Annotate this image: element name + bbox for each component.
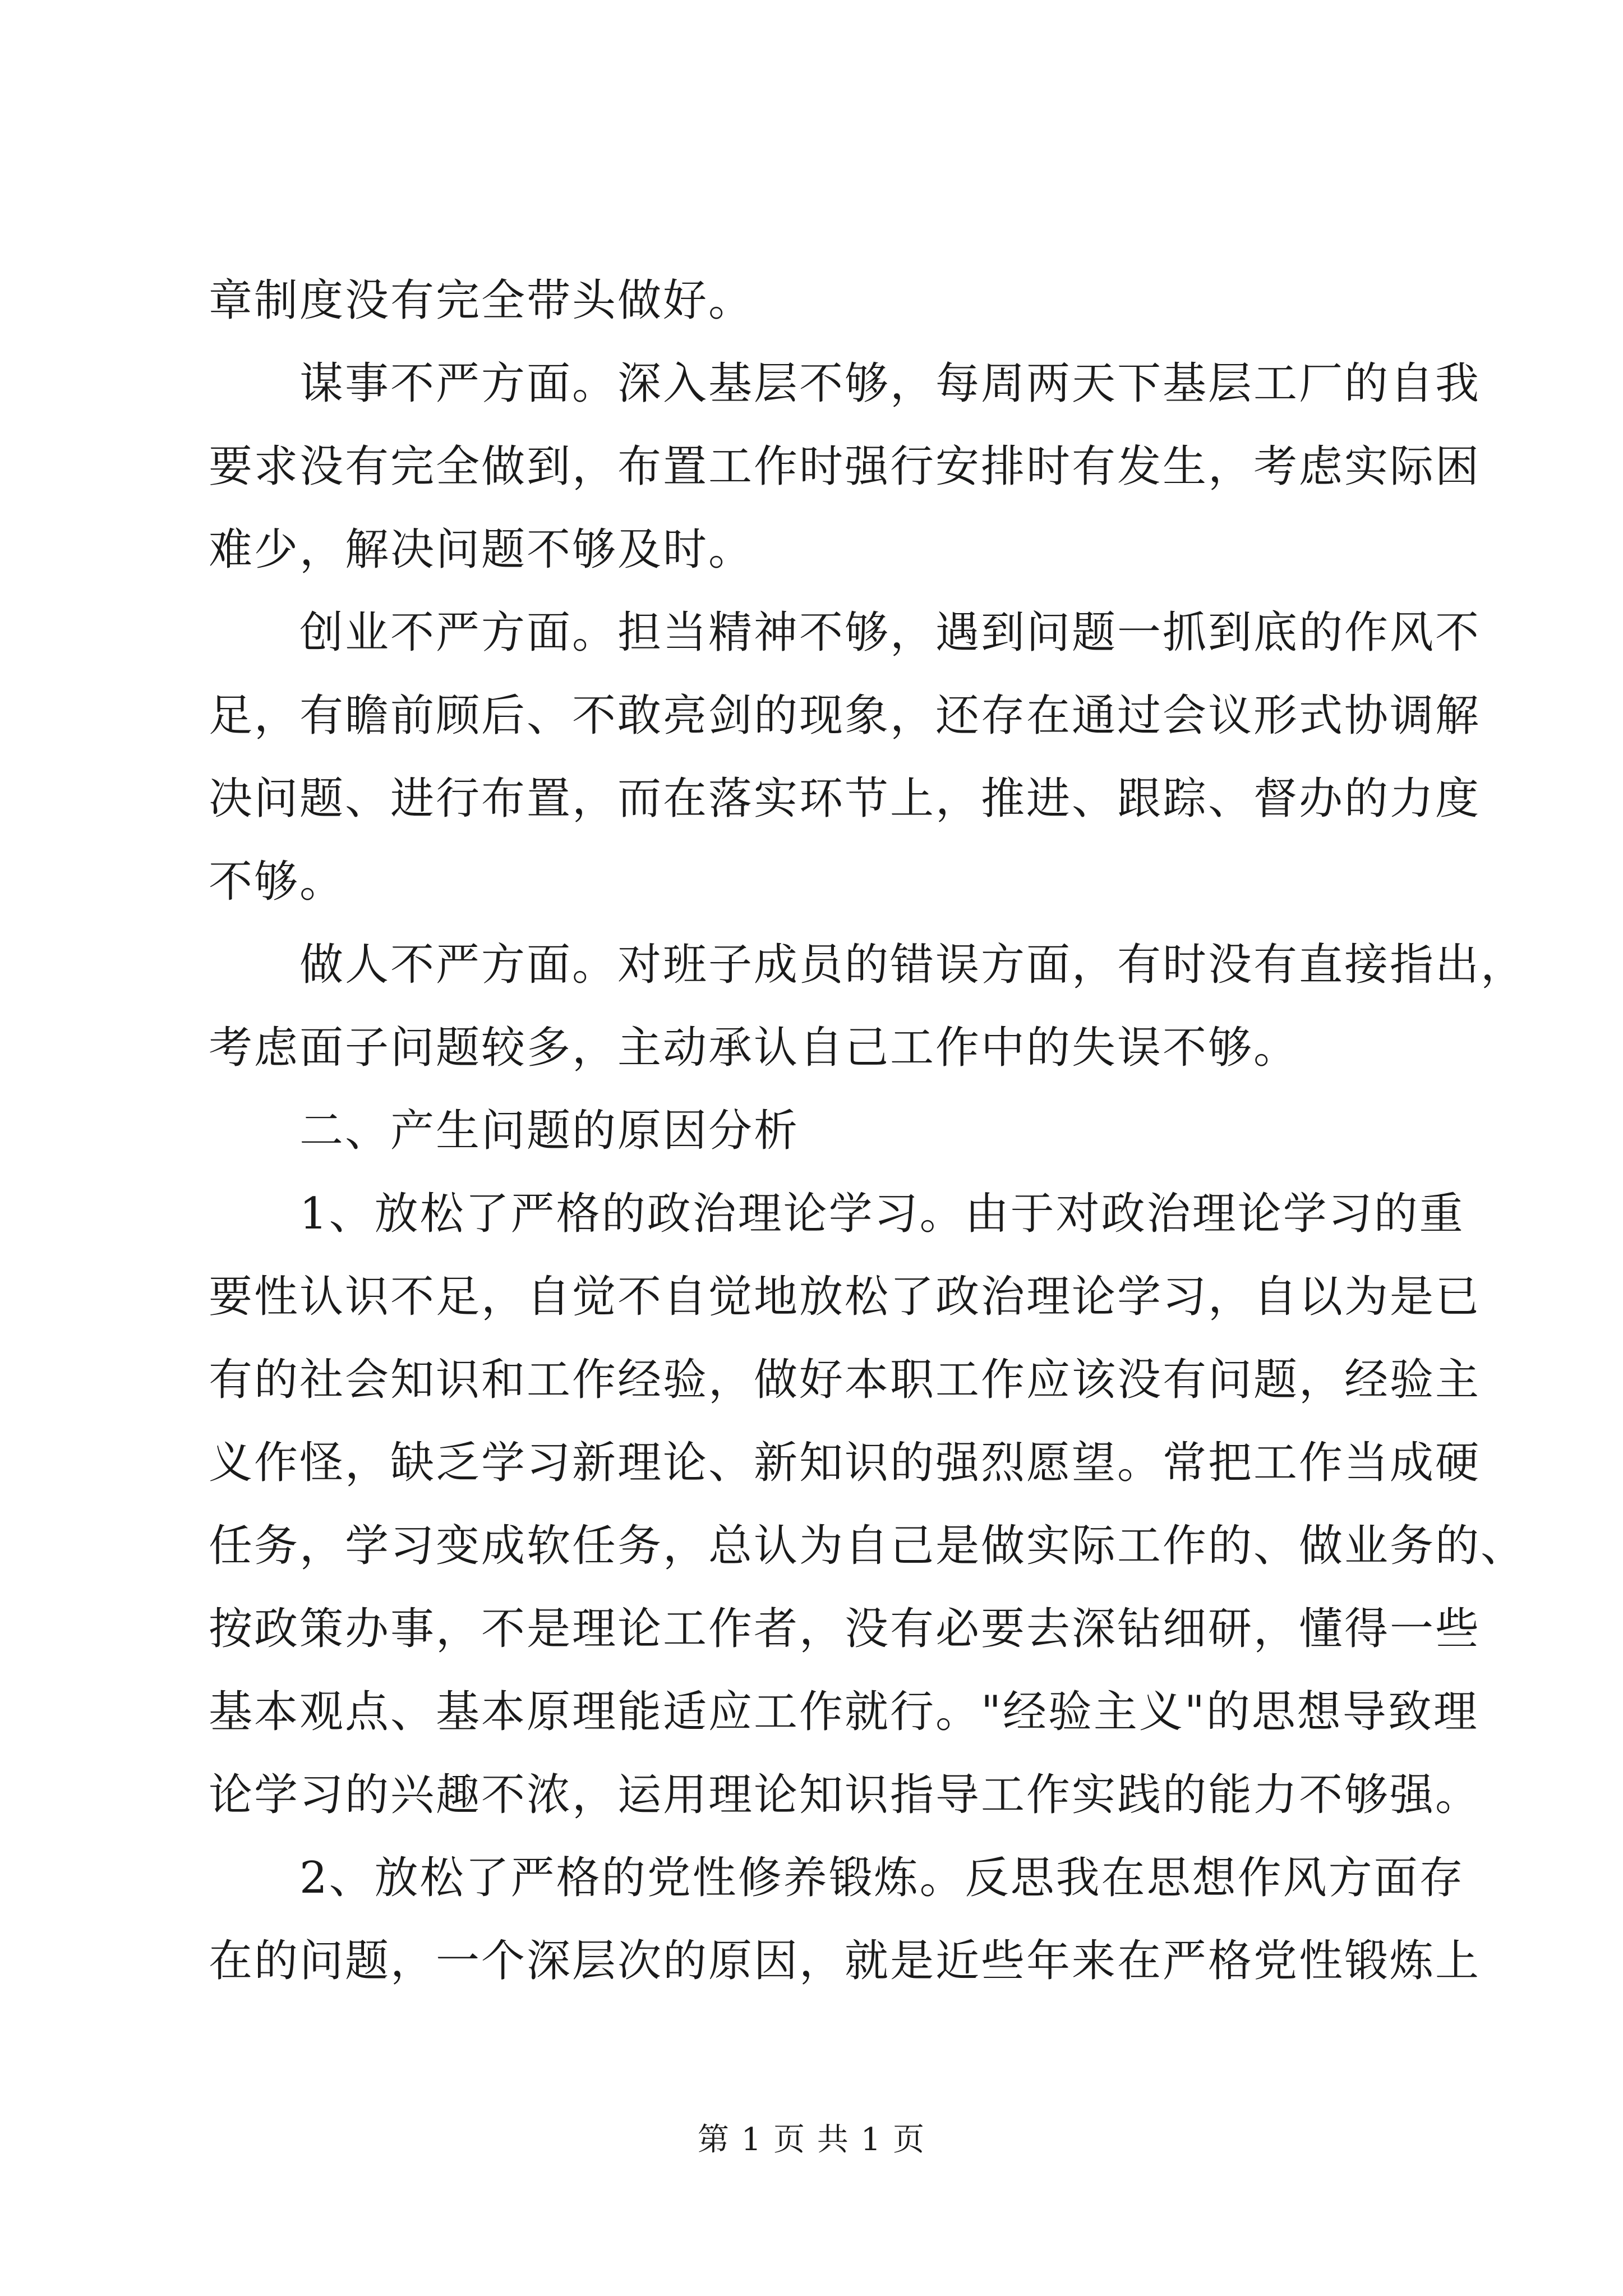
section-heading: 二、产生问题的原因分析 <box>209 1106 800 1156</box>
text-line: 做人不严方面。对班子成员的错误方面，有时没有直接指出， <box>209 940 1527 990</box>
text-line: 义作怪，缺乏学习新理论、新知识的强烈愿望。常把工作当成硬 <box>209 1438 1481 1488</box>
text-line: 谋事不严方面。深入基层不够，每周两天下基层工厂的自我 <box>209 358 1481 409</box>
text-line: 按政策办事，不是理论工作者，没有必要去深钻细研，懂得一些 <box>209 1604 1481 1654</box>
text-line: 决问题、进行布置，而在落实环节上，推进、跟踪、督办的力度 <box>209 774 1481 824</box>
text-line: 基本观点、基本原理能适应工作就行。"经验主义"的思想导致理 <box>209 1687 1479 1737</box>
text-line: 章制度没有完全带头做好。 <box>209 275 754 326</box>
text-line: 2、放松了严格的党性修养锻炼。反思我在思想作风方面存 <box>209 1853 1465 1903</box>
text-line: 考虑面子问题较多，主动承认自己工作中的失误不够。 <box>209 1023 1299 1073</box>
text-line: 在的问题，一个深层次的原因，就是近些年来在严格党性锻炼上 <box>209 1936 1481 1986</box>
text-line: 论学习的兴趣不浓，运用理论知识指导工作实践的能力不够强。 <box>209 1770 1481 1820</box>
text-line: 难少，解决问题不够及时。 <box>209 524 754 575</box>
text-line: 要求没有完全做到，布置工作时强行安排时有发生，考虑实际困 <box>209 441 1481 492</box>
text-line: 任务，学习变成软任务，总认为自己是做实际工作的、做业务的、 <box>209 1521 1527 1571</box>
page-footer: 第 1 页 共 1 页 <box>697 2122 926 2158</box>
text-line: 1、放松了严格的政治理论学习。由于对政治理论学习的重 <box>209 1189 1465 1239</box>
text-line: 有的社会知识和工作经验，做好本职工作应该没有问题，经验主 <box>209 1355 1481 1405</box>
text-line: 足，有瞻前顾后、不敢亮剑的现象，还存在通过会议形式协调解 <box>209 691 1481 741</box>
text-line: 创业不严方面。担当精神不够，遇到问题一抓到底的作风不 <box>209 608 1481 658</box>
text-line: 要性认识不足，自觉不自觉地放松了政治理论学习，自以为是已 <box>209 1272 1481 1322</box>
document-body <box>209 259 1527 2003</box>
text-line: 不够。 <box>209 857 345 907</box>
